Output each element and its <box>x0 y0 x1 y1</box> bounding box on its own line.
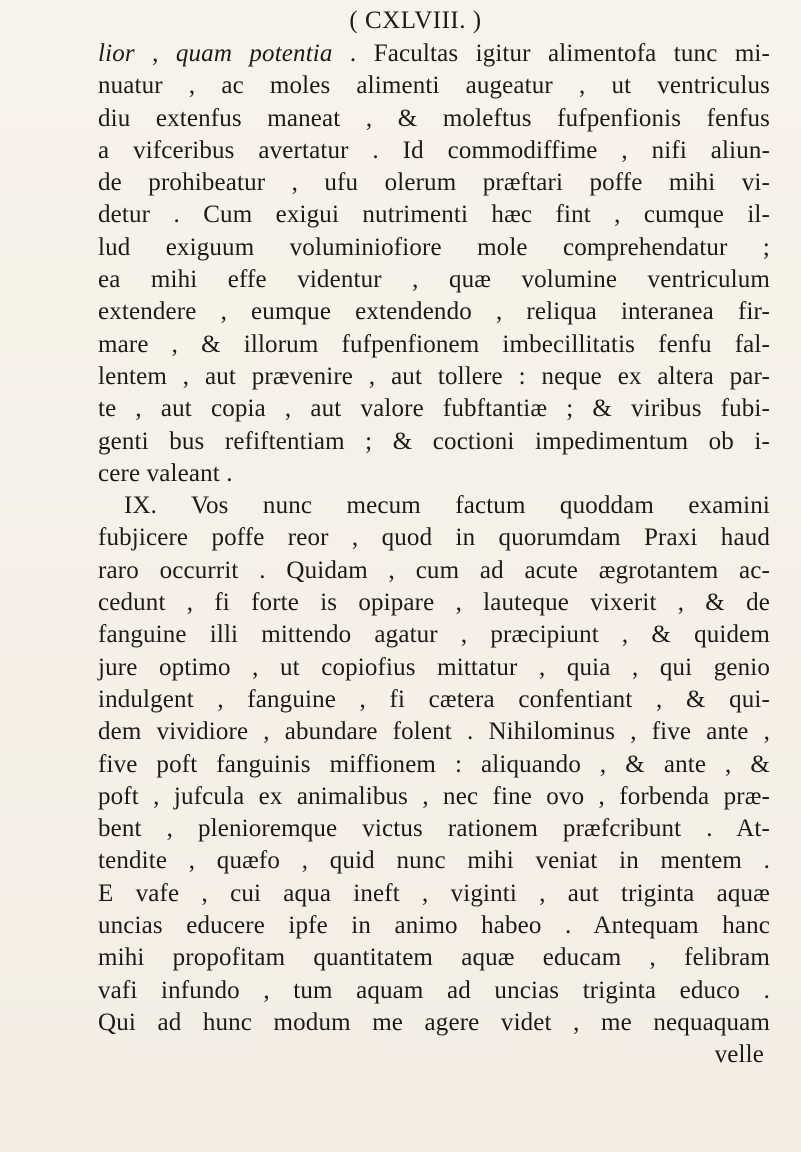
text-line: bent , plenioremque victus rationem præfcribunt . At- <box>98 815 770 843</box>
body-text <box>98 38 770 1072</box>
text-line: uncias educere ipfe in animo habeo . Antequam hanc <box>98 912 770 940</box>
text-line: jure optimo , ut copiofius mittatur , quia , qui genio <box>98 653 770 681</box>
text-line: te , aut copia , aut valore fubftantiæ ; & viribus fubi- <box>98 395 770 423</box>
text-line: cedunt , fi forte is opipare , lauteque vixerit , & de <box>98 589 770 617</box>
text-line: indulgent , fanguine , fi cætera confentiant , & qui- <box>98 685 770 713</box>
text-line: ea mihi effe videntur , quæ volumine ventriculum <box>98 266 770 294</box>
text-line: five poft fanguinis miffionem : aliquando , & ante , & <box>98 750 770 778</box>
text-line <box>98 38 770 70</box>
text-line: mare , & illorum fufpenfionem imbecillitatis fenfu fal- <box>98 330 770 358</box>
text-line: diu extenfus maneat , & moleftus fufpenfionis fenfus <box>98 104 770 132</box>
text-line: lud exiguum voluminiofiore mole comprehendatur ; <box>98 233 770 261</box>
text-line: Qui ad hunc modum me agere videt , me nequaquam <box>98 1008 770 1036</box>
text-line: dem vividiore , abundare folent . Nihilominus , five ante , <box>98 718 770 746</box>
text-line: genti bus refiftentiam ; & coctioni impedimentum ob i- <box>98 427 770 455</box>
catchword: velle <box>714 1041 764 1069</box>
text-line: tendite , quæfo , quid nunc mihi veniat in mentem . <box>98 847 770 875</box>
text-line: a vifceribus avertatur . Id commodiffime , nifi aliun- <box>98 136 770 164</box>
text-line: mihi propofitam quantitatem aquæ educam , felibram <box>98 944 770 972</box>
text-line: E vafe , cui aqua ineft , viginti , aut triginta aquæ <box>98 879 770 907</box>
text-line: cere valeant . <box>98 459 233 487</box>
italic-phrase: lior , quam potentia <box>98 40 333 67</box>
text-line: poft , jufcula ex animalibus , nec fine ovo , forbenda præ- <box>98 782 770 810</box>
text-line: de prohibeatur , ufu olerum præftari poffe mihi vi- <box>98 169 770 197</box>
page-number-header: ( CXLVIII. ) <box>349 7 482 34</box>
text-line: fanguine illi mittendo agatur , præcipiunt , & quidem <box>98 621 770 649</box>
text-line: detur . Cum exigui nutrimenti hæc fint , cumque il- <box>98 201 770 229</box>
text-segment: . Facultas igitur alimentofa tunc mi- <box>332 40 770 67</box>
text-line: extendere , eumque extendendo , reliqua interanea fir- <box>98 298 770 326</box>
text-line: vafi infundo , tum aquam ad uncias triginta educo . <box>98 976 770 1004</box>
text-line: nuatur , ac moles alimenti augeatur , ut ventriculus <box>98 72 770 100</box>
text-line: raro occurrit . Quidam , cum ad acute ægrotantem ac- <box>98 556 770 584</box>
text-line: IX. Vos nunc mecum factum quoddam examini <box>124 492 770 520</box>
text-line: fubjicere poffe reor , quod in quorumdam Praxi haud <box>98 524 770 552</box>
text-line: lentem , aut prævenire , aut tollere : neque ex altera par- <box>98 362 770 390</box>
